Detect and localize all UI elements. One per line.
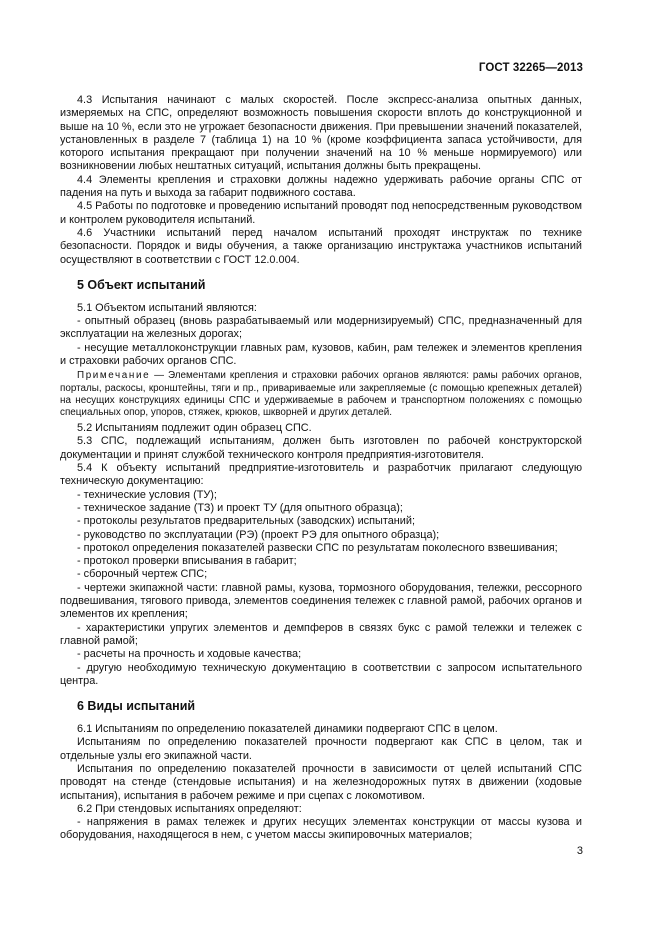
paragraph-4-4: 4.4 Элементы крепления и страховки должны надежно удерживать рабочие органы СПС от падения на путь и выхода за габарит подвижного состава.	[60, 173, 582, 200]
paragraph-6-1: 6.1 Испытаниям по определению показателей динамики подвергают СПС в целом.	[77, 723, 498, 736]
paragraph-5-2: 5.2 Испытаниям подлежит один образец СПС.	[77, 422, 312, 435]
list-item: - техническое задание (ТЗ) и проект ТУ (для опытного образца);	[77, 501, 403, 514]
paragraph-4-6: 4.6 Участники испытаний перед началом испытаний проходят инструктаж по технике безопасности. Порядок и виды обучения, а также организацию инструктажа участников испытаний осуществляют в соответствии с ГОСТ 12.0.004.	[60, 226, 582, 266]
page-content	[60, 94, 582, 843]
page-number: 3	[576, 845, 583, 857]
paragraph-5-3: 5.3 СПС, подлежащий испытаниям, должен быть изготовлен по рабочей конструкторской документации и принят службой технического контроля предприятия-изготовителя.	[60, 435, 582, 461]
list-item: - руководство по эксплуатации (РЭ) (проект РЭ для опытного образца);	[77, 528, 440, 541]
list-item: - расчеты на прочность и ходовые качества;	[77, 648, 302, 661]
list-item: - сборочный чертеж СПС;	[77, 568, 208, 581]
list-item: - несущие металлоконструкции главных рам, кузовов, кабин, рам тележек и элементов крепления и страховки рабочих органов СПС.	[60, 341, 582, 368]
list-item: - технические условия (ТУ);	[77, 488, 217, 501]
paragraph-5-4: 5.4 К объекту испытаний предприятие-изготовитель и разработчик прилагают следующую техническую документацию:	[60, 462, 582, 488]
list-item: - опытный образец (вновь разрабатываемый или модернизируемый) СПС, предназначенный для эксплуатации на железных дорогах;	[60, 315, 582, 341]
note-text: — Элементами крепления и страховки рабочих органов являются: рамы рабочих органов, порталы, раскосы, кронштейны, тяги и пр., привариваемые или закрепляемые (с помощью крепежных деталей) на несущих конструкциях единицы СПС и удерживаемые в рабочем и транспортном положениях с помощью специальных опор, упоров, стяжек, крюков, шкворней и других деталей.	[60, 370, 582, 418]
list-item: - протокол проверки вписывания в габарит;	[77, 555, 297, 568]
note-label: Примечание	[77, 370, 151, 382]
section-6-heading: 6 Виды испытаний	[77, 699, 196, 714]
list-item: - напряжения в рамах тележек и других несущих элементах конструкции от массы кузова и оборудования, находящегося в нем, с учетом массы экипировочных материалов;	[60, 816, 582, 842]
paragraph: Испытаниям по определению показателей прочности подвергают как СПС в целом, так и отдельные узлы его экипажной части.	[60, 736, 582, 762]
paragraph-4-3: 4.3 Испытания начинают с малых скоростей. После экспресс-анализа опытных данных, измеряемых на СПС, определяют возможность повышения скорости вплоть до конструкционной и выше на 10 %, если это не угрожает безопасности движения. При превышении значений показателей, установленных в разделе 7 (таблица 1) на 10 % (кроме коэффициента запаса устойчивости, для которого испытания прекращают при получении значений на 10 % меньше нормируемого) или возникновении любых нештатных ситуаций, испытания должны быть прекращены.	[60, 94, 582, 173]
list-item: - протоколы результатов предварительных (заводских) испытаний;	[77, 515, 415, 528]
list-item: - характеристики упругих элементов и демпферов в связях букс с рамой тележки и тележек с главной рамой;	[60, 621, 582, 647]
paragraph-6-2: 6.2 При стендовых испытаниях определяют:	[77, 802, 302, 815]
list-item: - другую необходимую техническую документацию в соответствии с запросом испытательного центра.	[60, 661, 582, 687]
paragraph: Испытания по определению показателей прочности в зависимости от целей испытаний СПС проводят на стенде (стендовые испытания) и на железнодорожных путях в движении (ходовые испытания), испытания в рабочем режиме и при сцепах с локомотивом.	[60, 762, 582, 802]
list-item: - протокол определения показателей развески СПС по результатам поколесного взвешивания;	[77, 541, 558, 554]
paragraph-4-5: 4.5 Работы по подготовке и проведению испытаний проводят под непосредственным руководством и контролем руководителя испытаний.	[60, 200, 582, 226]
document-code: ГОСТ 32265—2013	[478, 62, 583, 74]
paragraph-5-1: 5.1 Объектом испытаний являются:	[77, 301, 257, 314]
list-item: - чертежи экипажной части: главной рамы, кузова, тормозного оборудования, тележки, рессорного подвешивания, тягового привода, элементов соединения тележек с главной рамой, рабочих органов и элементов их крепления;	[60, 581, 582, 621]
note-block	[60, 370, 582, 419]
section-5-heading: 5 Объект испытаний	[77, 277, 206, 292]
